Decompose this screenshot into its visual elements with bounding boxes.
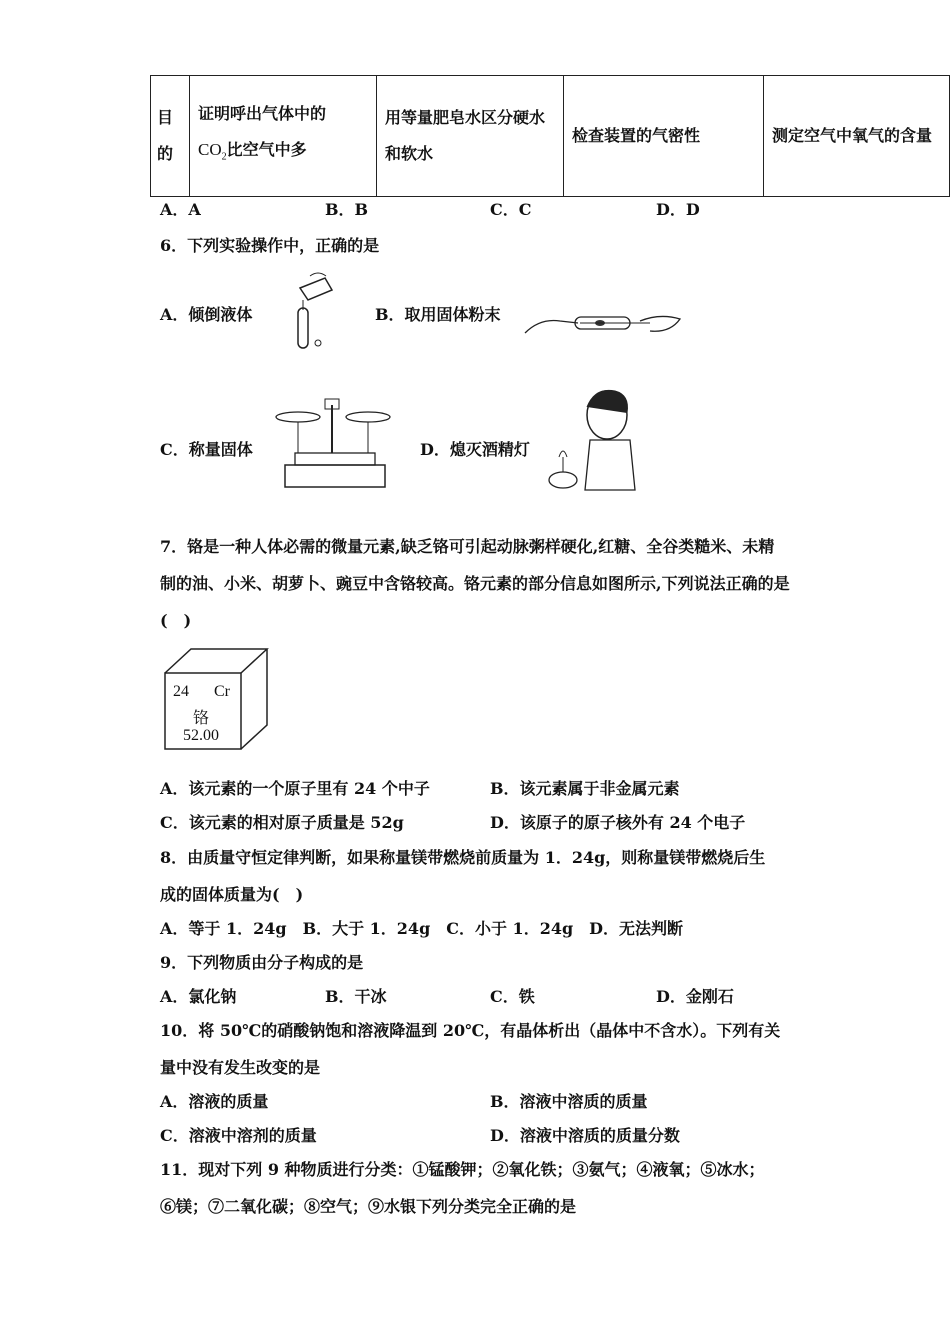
balance-scale-illustration <box>270 395 395 495</box>
pouring-liquid-illustration <box>270 268 350 353</box>
q10-option-b: B．溶液中溶质的质量 <box>490 1092 648 1111</box>
q9-option-d: D．金刚石 <box>656 987 734 1006</box>
q10-line-1: 10．将 50℃的硝酸钠饱和溶液降温到 20℃，有晶体析出（晶体中不含水）。下列有关 <box>160 1021 781 1040</box>
q6-option-a: A．倾倒液体 <box>160 305 253 324</box>
q8-line-2: 成的固体质量为( ) <box>160 885 304 904</box>
q6-stem: 6．下列实验操作中，正确的是 <box>160 236 380 255</box>
cell-text: 和软水 <box>385 144 434 163</box>
powder-spatula-illustration <box>520 293 685 348</box>
q8-options: A．等于 1．24g B．大于 1．24g C．小于 1．24g D．无法判断 <box>160 919 684 938</box>
q9-option-c: C．铁 <box>490 987 535 1006</box>
element-atomic-number: 24 <box>173 683 189 700</box>
cell-text: 测定空气中氧气的含量 <box>772 126 933 145</box>
cell-text: 比空气中多 <box>226 140 307 160</box>
row-label-cell <box>151 76 190 197</box>
q6-option-d: D．熄灭酒精灯 <box>420 440 530 459</box>
q5-option-c: C．C <box>490 200 532 219</box>
q8-line-1: 8．由质量守恒定律判断，如果称量镁带燃烧前质量为 1．24g，则称量镁带燃烧后生 <box>160 848 766 867</box>
q9-option-b: B．干冰 <box>325 987 387 1006</box>
row-label-char: 的 <box>157 144 174 163</box>
element-name: 铬 <box>193 710 210 727</box>
q7-line-2: 制的油、小米、胡萝卜、豌豆中含铬较高。铬元素的部分信息如图所示,下列说法正确的是 <box>160 574 790 593</box>
q11-line-1: 11．现对下列 9 种物质进行分类：①锰酸钾；②氧化铁；③氨气；④液氧；⑤冰水； <box>160 1160 765 1179</box>
cell-text: 检查装置的气密性 <box>572 126 701 145</box>
q7-line-3: ( ) <box>160 611 192 630</box>
q7-option-a: A．该元素的一个原子里有 24 个中子 <box>160 779 430 798</box>
student-alcohol-lamp-illustration <box>545 385 660 495</box>
q9-option-a: A．氯化钠 <box>160 987 237 1006</box>
row-label-char: 目 <box>157 108 174 127</box>
q11-line-2: ⑥镁；⑦二氧化碳；⑧空气；⑨水银下列分类完全正确的是 <box>160 1197 577 1216</box>
purpose-cell-c <box>564 76 764 197</box>
q6-option-b: B．取用固体粉末 <box>375 305 501 324</box>
element-symbol: Cr <box>214 683 230 700</box>
purpose-cell-d <box>764 76 950 197</box>
q6-option-c: C．称量固体 <box>160 440 253 459</box>
q5-option-a: A．A <box>160 200 201 219</box>
q10-option-c: C．溶液中溶剂的质量 <box>160 1126 317 1145</box>
co2-formula: $CO_2$ <box>198 140 227 163</box>
purpose-cell-b <box>377 76 564 197</box>
element-atomic-mass: 52.00 <box>183 727 219 744</box>
q7-line-1: 7．铬是一种人体必需的微量元素,缺乏铬可引起动脉粥样硬化,红糖、全谷类糙米、未精 <box>160 537 775 556</box>
q9-stem: 9．下列物质由分子构成的是 <box>160 953 364 972</box>
q10-option-a: A．溶液的质量 <box>160 1092 269 1111</box>
q5-option-b: B．B <box>325 200 369 219</box>
cell-text: 证明呼出气体中的 <box>198 104 327 124</box>
q7-option-b: B．该元素属于非金属元素 <box>490 779 680 798</box>
q10-line-2: 量中没有发生改变的是 <box>160 1058 321 1077</box>
experiment-purpose-table <box>150 75 950 197</box>
q10-option-d: D．溶液中溶质的质量分数 <box>490 1126 680 1145</box>
q7-option-c: C．该元素的相对原子质量是 52g <box>160 813 404 832</box>
q7-option-d: D．该原子的原子核外有 24 个电子 <box>490 813 746 832</box>
purpose-cell-a <box>190 76 377 197</box>
cell-text: 用等量肥皂水区分硬水 <box>385 108 546 127</box>
q5-option-d: D．D <box>656 200 700 219</box>
